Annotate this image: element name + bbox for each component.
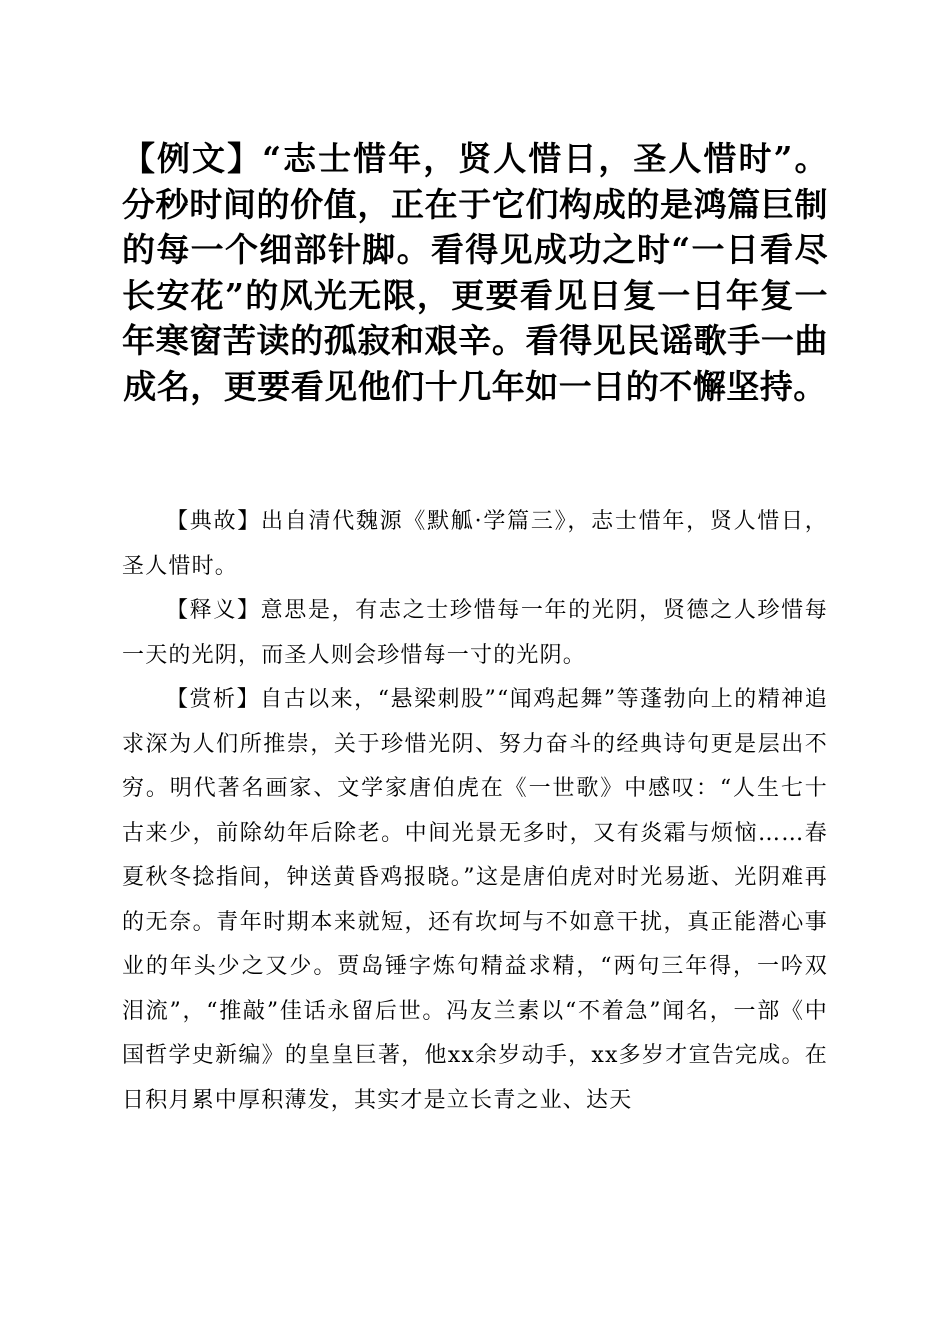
body-text	[122, 500, 828, 1123]
meaning-paragraph: 【释义】意思是，有志之士珍惜每一年的光阴，贤德之人珍惜每一天的光阴，而圣人则会珍惜每一寸的光阴。	[122, 598, 828, 668]
example-heading: 【例文】“志士惜年，贤人惜日，圣人惜时”。分秒时间的价值，正在于它们构成的是鸿篇巨制的每一个细部针脚。看得见成功之时“一日看尽长安花”的风光无限，更要看见日复一日年复一年寒窗苦读的孤寂和艰辛。看得见民谣歌手一曲成名，更要看见他们十几年如一日的不懈坚持。	[122, 139, 828, 406]
appreciation-paragraph: 【赏析】自古以来，“悬梁刺股”“闻鸡起舞”等蓬勃向上的精神追求深为人们所推崇，关于珍惜光阴、努力奋斗的经典诗句更是层出不穷。明代著名画家、文学家唐伯虎在《一世歌》中感叹：“人生七十古来少，前除幼年后除老。中间光景无多时，又有炎霜与烦恼……春夏秋冬捻指间，钟送黄昏鸡报晓。”这是唐伯虎对时光易逝、光阴难再的无奈。青年时期本来就短，还有坎坷与不如意干扰，真正能潜心事业的年头少之又少。贾岛锤字炼句精益求精，“两句三年得，一吟双泪流”，“推敲”佳话永留后世。冯友兰素以“不着急”闻名，一部《中国哲学史新编》的皇皇巨著，他xx余岁动手，xx多岁才宣告完成。在日积月累中厚积薄发，其实才是立长青之业、达天	[122, 687, 828, 1113]
allusion-paragraph: 【典故】出自清代魏源《默觚·学篇三》，志士惜年，贤人惜日，圣人惜时。	[122, 509, 828, 579]
